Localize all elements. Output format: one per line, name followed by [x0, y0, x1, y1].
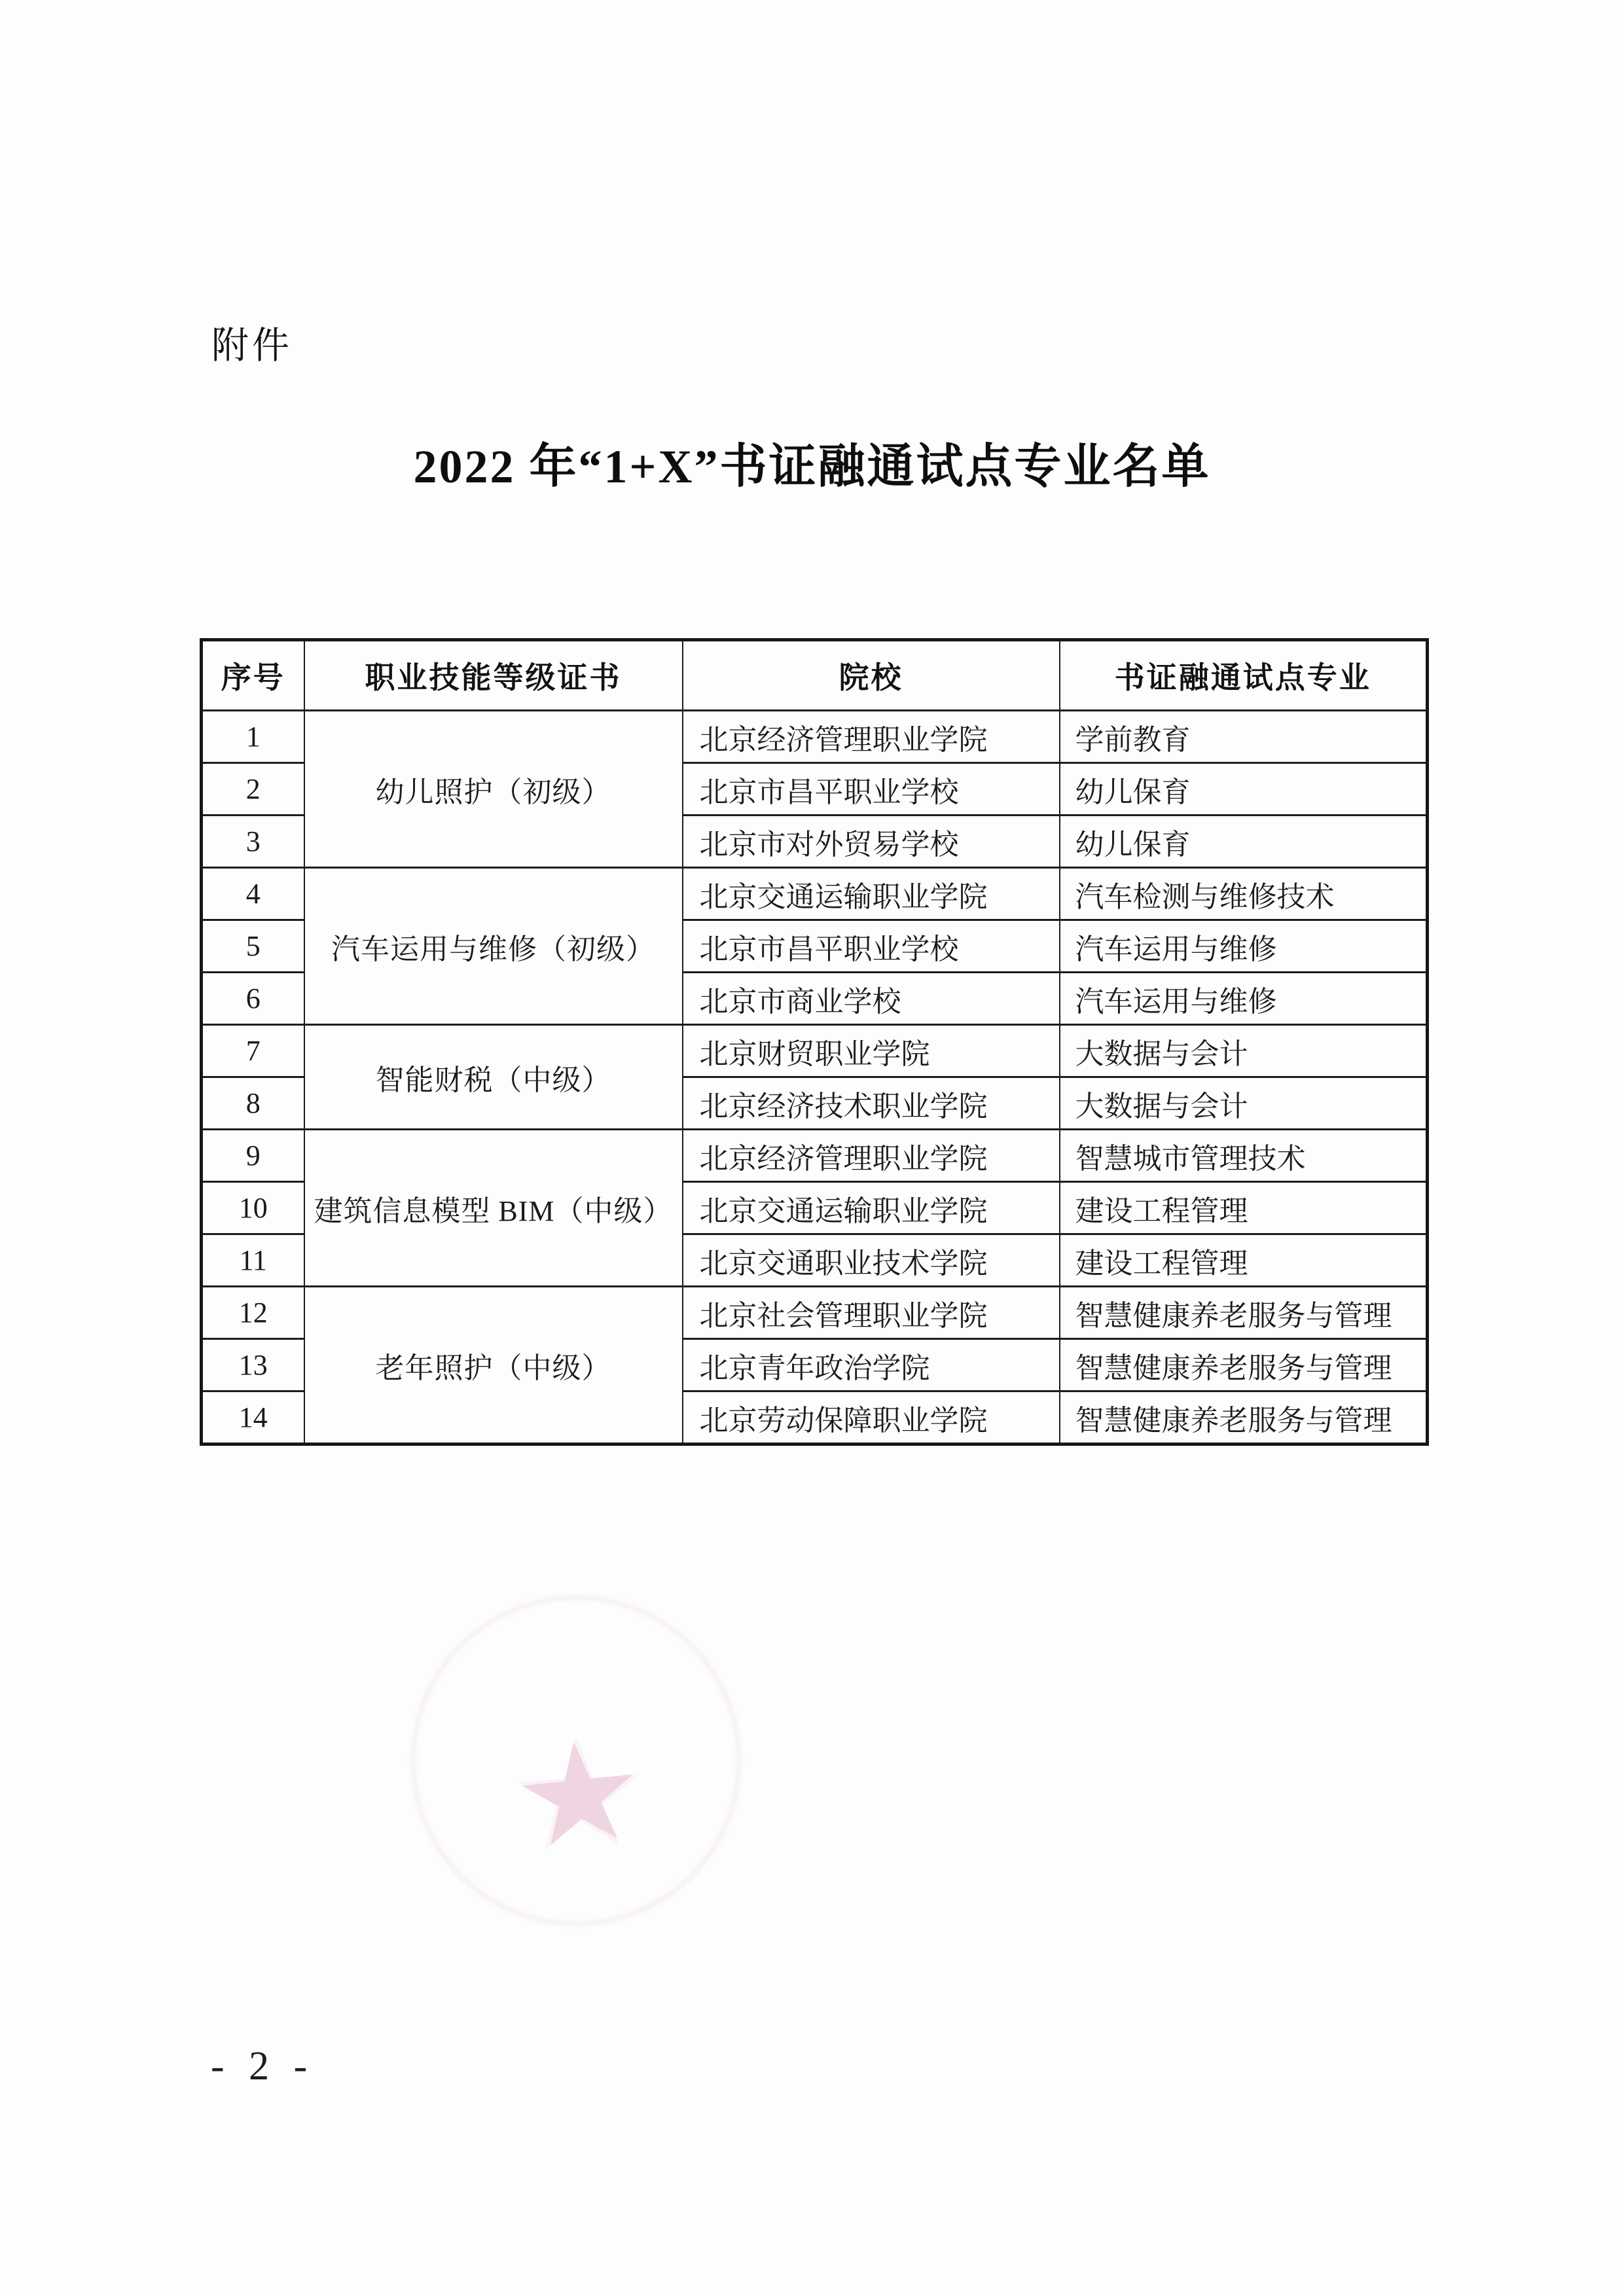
major-cell: 汽车运用与维修	[1060, 920, 1428, 973]
row-no-cell: 9	[202, 1130, 304, 1182]
table-row	[202, 711, 1428, 763]
table-header	[202, 640, 1428, 711]
major-cell: 学前教育	[1060, 711, 1428, 763]
row-no-cell: 7	[202, 1025, 304, 1077]
row-no-cell: 6	[202, 973, 304, 1025]
col-header-no: 序号	[202, 640, 304, 711]
row-no-cell: 12	[202, 1287, 304, 1339]
row-no-cell: 4	[202, 868, 304, 920]
row-no-cell: 13	[202, 1339, 304, 1391]
row-no-cell: 14	[202, 1391, 304, 1444]
attachment-label: 附件	[211, 325, 293, 367]
page-number: - 2 -	[211, 2044, 309, 2089]
school-cell: 北京财贸职业学院	[683, 1025, 1060, 1077]
school-cell: 北京劳动保障职业学院	[683, 1391, 1060, 1444]
major-cell: 幼儿保育	[1060, 763, 1428, 816]
table-row	[202, 868, 1428, 920]
row-no-cell: 1	[202, 711, 304, 763]
school-cell: 北京经济管理职业学院	[683, 711, 1060, 763]
major-cell: 建设工程管理	[1060, 1182, 1428, 1234]
row-no-cell: 5	[202, 920, 304, 973]
seal-star-icon	[513, 1732, 645, 1861]
certificate-cell: 建筑信息模型 BIM（中级）	[304, 1130, 683, 1287]
row-no-cell: 8	[202, 1077, 304, 1130]
major-cell: 汽车运用与维修	[1060, 973, 1428, 1025]
school-cell: 北京市昌平职业学校	[683, 763, 1060, 816]
school-cell: 北京经济管理职业学院	[683, 1130, 1060, 1182]
major-cell: 智慧城市管理技术	[1060, 1130, 1428, 1182]
certificate-cell: 幼儿照护（初级）	[304, 711, 683, 868]
major-cell: 大数据与会计	[1060, 1025, 1428, 1077]
school-cell: 北京青年政治学院	[683, 1339, 1060, 1391]
row-no-cell: 2	[202, 763, 304, 816]
col-header-certificate: 职业技能等级证书	[304, 640, 683, 711]
major-cell: 智慧健康养老服务与管理	[1060, 1391, 1428, 1444]
school-cell: 北京市商业学校	[683, 973, 1060, 1025]
major-cell: 智慧健康养老服务与管理	[1060, 1339, 1428, 1391]
row-no-cell: 3	[202, 816, 304, 868]
major-cell: 建设工程管理	[1060, 1234, 1428, 1287]
major-cell: 汽车检测与维修技术	[1060, 868, 1428, 920]
row-no-cell: 10	[202, 1182, 304, 1234]
faded-stamp-seal	[411, 1596, 741, 1926]
page-title: 2022 年“1+X”书证融通试点专业名单	[413, 440, 1211, 493]
table-body	[202, 711, 1428, 1444]
pilot-majors-table	[200, 638, 1429, 1446]
school-cell: 北京交通职业技术学院	[683, 1234, 1060, 1287]
school-cell: 北京市昌平职业学校	[683, 920, 1060, 973]
major-cell: 大数据与会计	[1060, 1077, 1428, 1130]
header-row	[202, 640, 1428, 711]
table-row	[202, 1130, 1428, 1182]
school-cell: 北京交通运输职业学院	[683, 868, 1060, 920]
school-cell: 北京交通运输职业学院	[683, 1182, 1060, 1234]
major-cell: 幼儿保育	[1060, 816, 1428, 868]
col-header-major: 书证融通试点专业	[1060, 640, 1428, 711]
certificate-cell: 智能财税（中级）	[304, 1025, 683, 1130]
school-cell: 北京社会管理职业学院	[683, 1287, 1060, 1339]
row-no-cell: 11	[202, 1234, 304, 1287]
seal-ring	[411, 1596, 741, 1926]
seal-star-icon	[516, 1735, 643, 1858]
table-row	[202, 1287, 1428, 1339]
col-header-school: 院校	[683, 640, 1060, 711]
major-cell: 智慧健康养老服务与管理	[1060, 1287, 1428, 1339]
school-cell: 北京经济技术职业学院	[683, 1077, 1060, 1130]
certificate-cell: 汽车运用与维修（初级）	[304, 868, 683, 1025]
table-row	[202, 1025, 1428, 1077]
school-cell: 北京市对外贸易学校	[683, 816, 1060, 868]
certificate-cell: 老年照护（中级）	[304, 1287, 683, 1444]
